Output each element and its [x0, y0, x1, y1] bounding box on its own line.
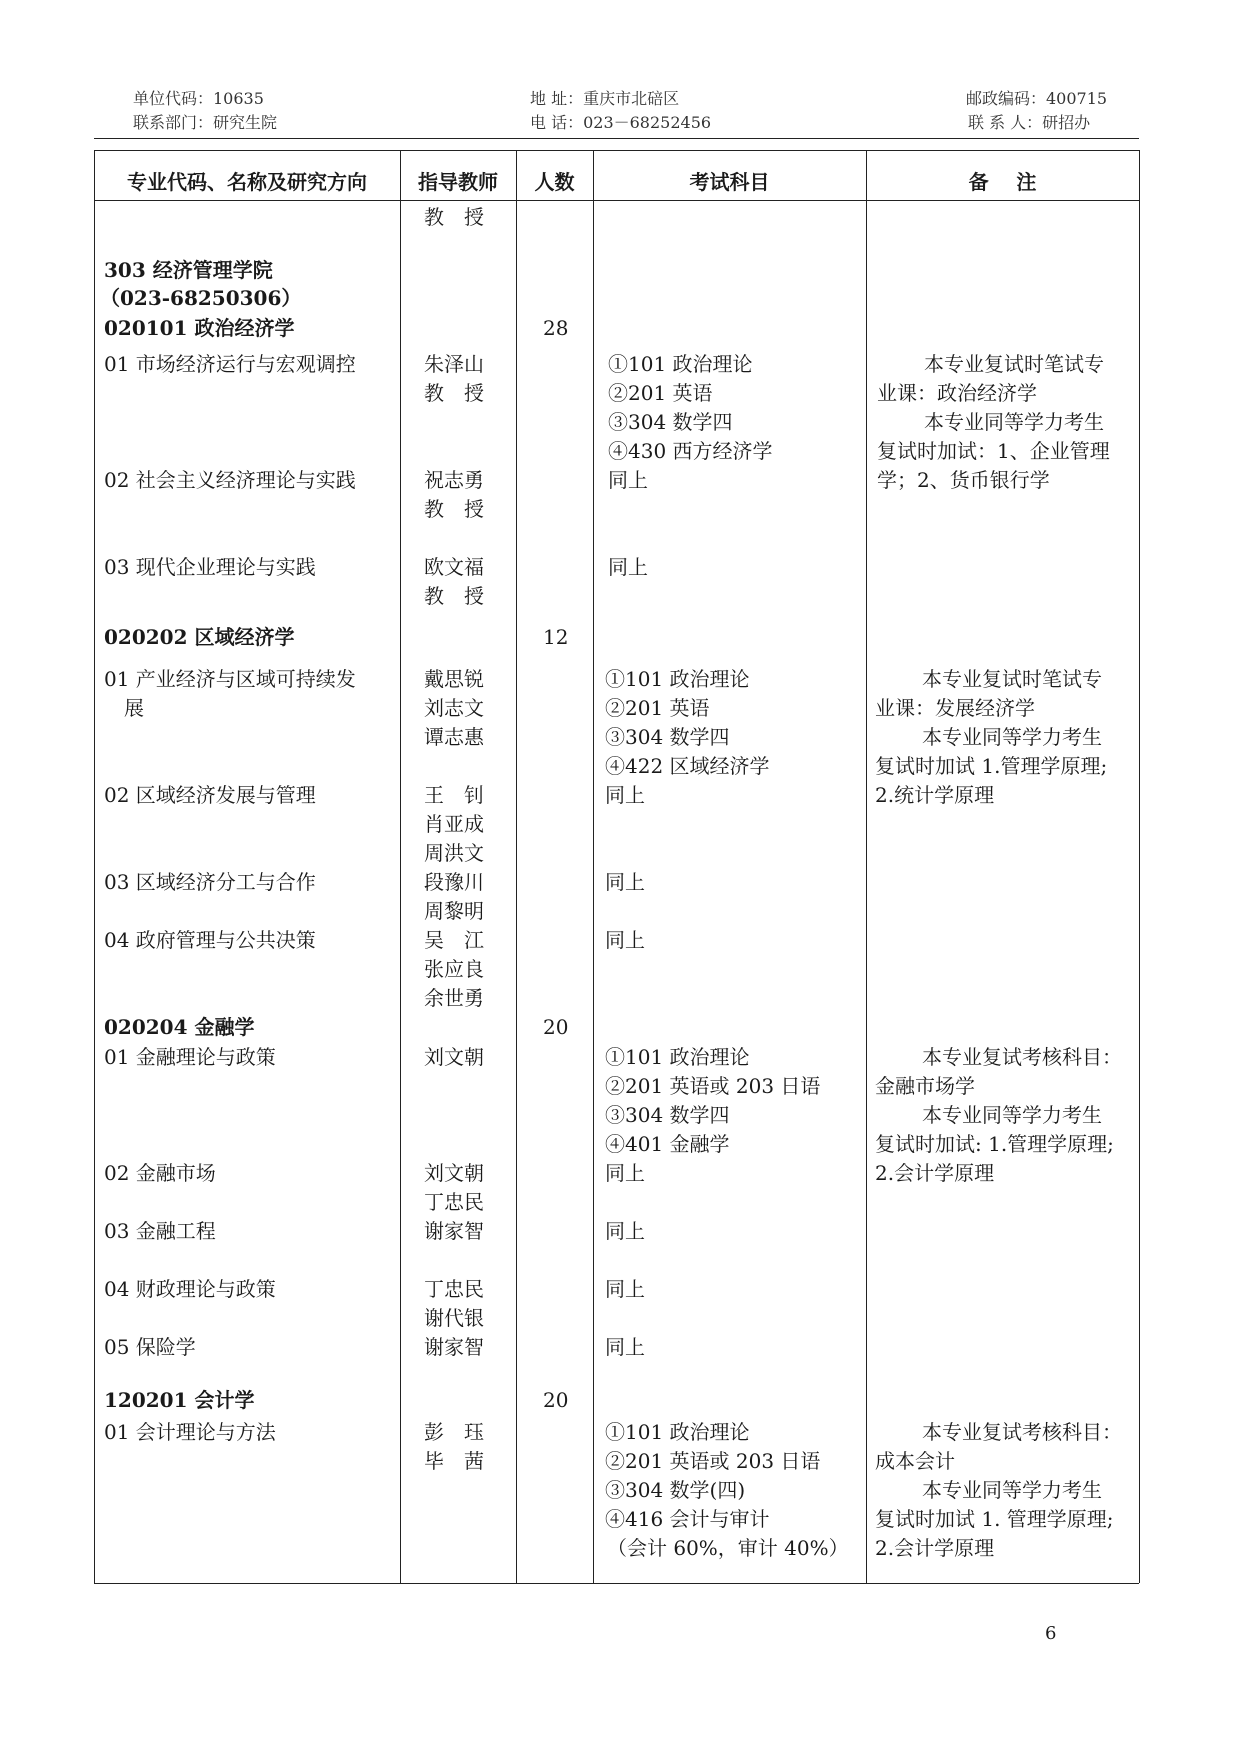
advisor-name: 谭志惠 — [424, 725, 484, 749]
note-line: 本专业同等学力考生 — [922, 725, 1102, 749]
column-divider — [516, 150, 517, 1583]
note-line: 本专业复试考核科目： — [922, 1045, 1122, 1069]
advisor-name: 朱泽山 — [424, 352, 484, 376]
exam-subject: ①101 政治理论 — [605, 1420, 750, 1444]
note-line: 本专业复试时笔试专 — [922, 667, 1102, 691]
advisor-title: 教 授 — [424, 205, 484, 229]
advisor-name: 谢代银 — [424, 1306, 484, 1330]
advisor-name: 刘文朝 — [424, 1161, 484, 1185]
exam-subject: 同上 — [605, 1161, 645, 1185]
note-line: 业课：政治经济学 — [877, 381, 1037, 405]
note-line: 业课：发展经济学 — [875, 696, 1035, 720]
exam-subject: ③304 数学四 — [605, 1103, 730, 1127]
advisor-name: 王 钊 — [424, 783, 484, 807]
phone: 电 话：023－68252456 — [530, 113, 712, 132]
note-line: 本专业同等学力考生 — [922, 1103, 1102, 1127]
note-line: 学；2、货币银行学 — [877, 468, 1050, 492]
column-divider — [593, 150, 594, 1583]
address: 地 址：重庆市北碚区 — [530, 89, 680, 108]
major-title: 020101 政治经济学 — [104, 316, 295, 340]
research-direction: 03 现代企业理论与实践 — [104, 555, 316, 579]
college-phone: （023-68250306） — [100, 286, 302, 310]
research-direction: 05 保险学 — [104, 1335, 196, 1359]
exam-subject: 同上 — [605, 783, 645, 807]
research-direction: 02 金融市场 — [104, 1161, 216, 1185]
exam-subject: ①101 政治理论 — [605, 667, 750, 691]
column-header-major: 专业代码、名称及研究方向 — [127, 170, 367, 194]
major-title: 020204 金融学 — [104, 1015, 255, 1039]
advisor-name: 肖亚成 — [424, 812, 484, 836]
advisor-name: 祝志勇 — [424, 468, 484, 492]
exam-subject: 同上 — [608, 468, 648, 492]
college-name: 303 经济管理学院 — [104, 258, 273, 282]
note-line: 2.会计学原理 — [875, 1536, 995, 1560]
research-direction: 04 政府管理与公共决策 — [104, 928, 316, 952]
exam-subject: 同上 — [608, 555, 648, 579]
unit-code: 单位代码：10635 — [133, 89, 264, 108]
column-header-advisor: 指导教师 — [418, 170, 498, 194]
exam-subject: 同上 — [605, 870, 645, 894]
advisor-name: 谢家智 — [424, 1219, 484, 1243]
exam-subject: 同上 — [605, 1277, 645, 1301]
advisor-name: 周黎明 — [424, 899, 484, 923]
exam-subject: ④430 西方经济学 — [608, 439, 773, 463]
postcode: 邮政编码：400715 — [966, 89, 1108, 108]
major-title: 020202 区域经济学 — [104, 625, 295, 649]
exam-subject: ②201 英语或 203 日语 — [605, 1449, 821, 1473]
advisor-name: 段豫川 — [424, 870, 484, 894]
table-header-border — [94, 200, 1139, 201]
advisor-name: 周洪文 — [424, 841, 484, 865]
enrollment-count: 28 — [543, 316, 569, 340]
exam-subject: ③304 数学四 — [608, 410, 733, 434]
exam-subject: 同上 — [605, 928, 645, 952]
note-line: 复试时加试 1. 管理学原理; — [875, 1507, 1114, 1531]
advisor-name: 丁忠民 — [424, 1277, 484, 1301]
column-header-count: 人数 — [534, 170, 575, 194]
advisor-name: 刘志文 — [424, 696, 484, 720]
page-number: 6 — [1045, 1623, 1057, 1644]
advisor-name: 欧文福 — [424, 555, 484, 579]
note-line: 本专业复试考核科目： — [922, 1420, 1122, 1444]
advisor-name: 戴思锐 — [424, 667, 484, 691]
research-direction: 03 金融工程 — [104, 1219, 216, 1243]
exam-subject: ④422 区域经济学 — [605, 754, 770, 778]
exam-subject: ①101 政治理论 — [608, 352, 753, 376]
advisor-name: 丁忠民 — [424, 1190, 484, 1214]
research-direction-cont: 展 — [124, 696, 144, 720]
column-divider — [866, 150, 867, 1583]
advisor-name: 谢家智 — [424, 1335, 484, 1359]
note-line: 本专业同等学力考生 — [924, 410, 1104, 434]
major-title: 120201 会计学 — [104, 1388, 255, 1412]
research-direction: 01 市场经济运行与宏观调控 — [104, 352, 356, 376]
advisor-title: 教 授 — [424, 497, 484, 521]
enrollment-count: 20 — [543, 1388, 569, 1412]
exam-subject: ③304 数学(四) — [605, 1478, 746, 1502]
advisor-name: 余世勇 — [424, 986, 484, 1010]
enrollment-count: 12 — [543, 625, 569, 649]
contact-person: 联 系 人：研招办 — [968, 113, 1091, 132]
advisor-title: 教 授 — [424, 381, 484, 405]
table-bottom-border — [94, 1583, 1139, 1584]
enrollment-count: 20 — [543, 1015, 569, 1039]
exam-subject: ②201 英语 — [608, 381, 713, 405]
column-divider — [400, 150, 401, 1583]
note-line: 2.统计学原理 — [875, 783, 995, 807]
research-direction: 01 产业经济与区域可持续发 — [104, 667, 356, 691]
advisor-name: 彭 珏 — [424, 1420, 484, 1444]
research-direction: 03 区域经济分工与合作 — [104, 870, 316, 894]
exam-subject: 同上 — [605, 1219, 645, 1243]
research-direction: 01 会计理论与方法 — [104, 1420, 276, 1444]
note-line: 金融市场学 — [875, 1074, 975, 1098]
table-right-border — [1139, 150, 1140, 1583]
exam-subject: ①101 政治理论 — [605, 1045, 750, 1069]
exam-subject: ④401 金融学 — [605, 1132, 730, 1156]
advisor-name: 刘文朝 — [424, 1045, 484, 1069]
header-rule — [94, 138, 1139, 139]
column-header-notes: 备 注 — [968, 170, 1037, 194]
note-line: 复试时加试 1.管理学原理; — [875, 754, 1108, 778]
research-direction: 01 金融理论与政策 — [104, 1045, 276, 1069]
research-direction: 04 财政理论与政策 — [104, 1277, 276, 1301]
advisor-name: 张应良 — [424, 957, 484, 981]
research-direction: 02 社会主义经济理论与实践 — [104, 468, 356, 492]
note-line: 2.会计学原理 — [875, 1161, 995, 1185]
note-line: 本专业同等学力考生 — [922, 1478, 1102, 1502]
advisor-name: 吴 江 — [424, 928, 484, 952]
advisor-title: 教 授 — [424, 584, 484, 608]
note-line: 成本会计 — [875, 1449, 955, 1473]
note-line: 复试时加试：1、企业管理 — [877, 439, 1110, 463]
note-line: 复试时加试: 1.管理学原理; — [875, 1132, 1114, 1156]
exam-subject: ③304 数学四 — [605, 725, 730, 749]
research-direction: 02 区域经济发展与管理 — [104, 783, 316, 807]
exam-subject: ④416 会计与审计 — [605, 1507, 770, 1531]
exam-subject: ②201 英语或 203 日语 — [605, 1074, 821, 1098]
table-left-border — [94, 150, 95, 1583]
exam-subject: 同上 — [605, 1335, 645, 1359]
exam-subject: ②201 英语 — [605, 696, 710, 720]
table-top-border — [94, 150, 1139, 151]
contact-department: 联系部门：研究生院 — [133, 113, 278, 132]
exam-subject-weight: （会计 60%，审计 40%） — [607, 1536, 849, 1560]
note-line: 本专业复试时笔试专 — [924, 352, 1104, 376]
column-header-exam: 考试科目 — [689, 170, 770, 194]
advisor-name: 毕 茜 — [424, 1449, 484, 1473]
